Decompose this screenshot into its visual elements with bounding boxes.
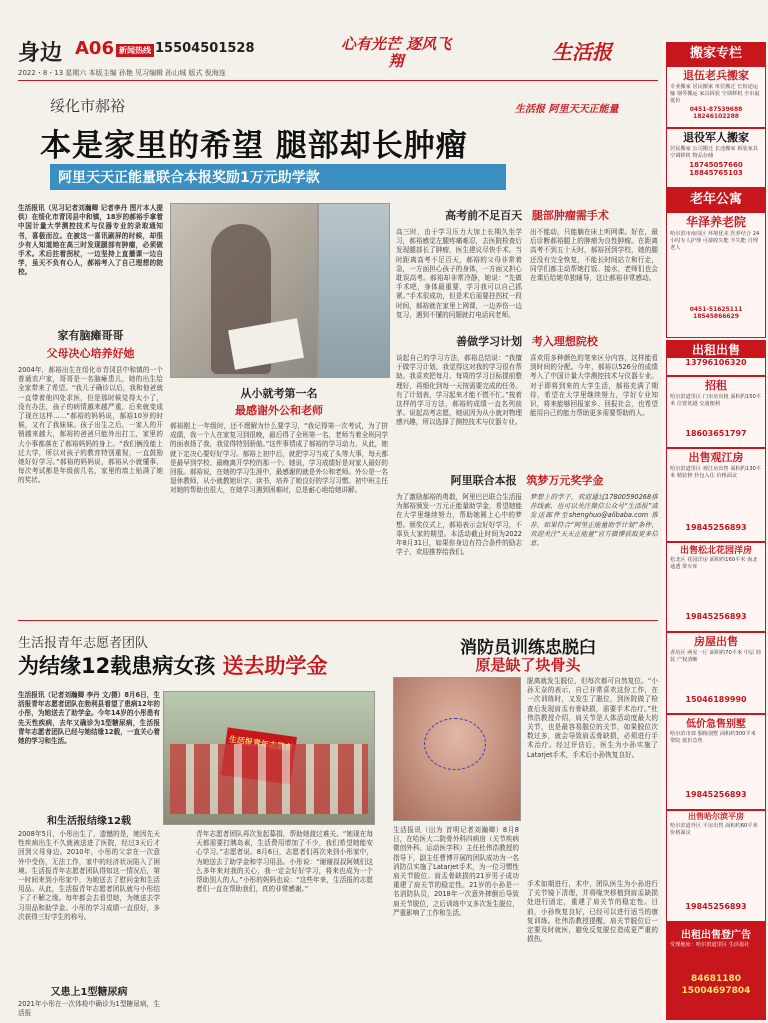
masthead <box>0 0 768 82</box>
volunteer-group <box>170 744 368 814</box>
ad-title: 华泽养老院 <box>685 215 746 229</box>
story1-sub1: 家有脑瘫哥哥 <box>57 329 124 342</box>
story3-col3-text: 手术如期进行，术中，团队医生为小孙进行了关节镜下清理，并将喙突移植到肩盂缺损处进行固定，重建了肩关节的稳定性。目前，小孙恢复良好，已经可以进行适当的康复训练。杜伟浩教授提醒，肩关节脱位后一定要及时就医，避免反复脱位造成更严重的损伤。 <box>527 880 658 944</box>
student-photo <box>170 203 318 378</box>
hotline-label: 新闻热线 <box>116 44 154 57</box>
ad-phone: 0451-51625111 18545866629 <box>689 306 743 320</box>
ad-veteran-movers <box>666 66 766 128</box>
story1-sub2-a: 高考前不足百天 <box>445 209 523 222</box>
ad-title: 出租出售登广告 <box>681 930 751 941</box>
story1-sub2-b: 腿部肿瘤需手术 <box>531 209 609 222</box>
story1-sub1b: 父母决心培养好她 <box>46 347 135 360</box>
ad-phone: 19845256893 <box>685 612 747 621</box>
ad-villa <box>666 714 766 810</box>
story1-col2-text: 郝裕刚上一年级时，还不理解为什么要学习，“我记得第一次考试，为了拼成绩，我一个人在家复习到很晚，最后得了全班第一名，老师当着全班同学的面表扬了我，我觉得特别骄傲。”这件事情成了郝裕的学习动力，从此，她就下定决心要好好学习。郝裕上初中后，就把学习当成了头等大事，每天都是最早到学校、最晚离开学校的那一个。她说，学习成绩好是对家人最好的回报。郝裕说，在她的学习生涯中，最感谢的就是外公和老师。外公是一名退休教师，从小就教她识字、读书，培养了她良好的学习习惯。初中班主任对她的帮助也很大，在她学习遇到困难时，总是耐心地给她讲解。 <box>170 422 388 495</box>
ad-phone: 0451-87539688 18246102288 <box>689 106 743 120</box>
story2-headline-a: 为结缘12载患病女孩 <box>18 654 216 678</box>
ad-title: 退伍老兵搬家 <box>683 69 749 82</box>
story1-kicker: 绥化市郝裕 <box>50 97 126 115</box>
ad-title: 退役军人搬家 <box>683 131 749 144</box>
ad-rent-sale-header <box>666 340 766 376</box>
ad-body: 哈尔滨道里区 门市房出租 面积约150平米 位置优越 交通便利 <box>670 394 762 407</box>
ad-phone: 19845256893 <box>685 523 747 532</box>
volunteers-photo <box>163 691 375 825</box>
story1-col3b-text: 谈起自己的学习方法，郝裕总结说：“我擅于做学习计划，我觉得这对我的学习很有帮助。我喜欢把每月、每周的学习目标提前整理好，再细化到每一天按需要完成的任务。有了计划表，学习起来才能不慌不忙。”按着这样的学习方法，郝裕的成绩一直名列前茅。说起高考志愿，她说因为从小就对物理感兴趣，所以选择了测控技术与仪器专业。 <box>396 354 522 427</box>
ad-banjia-header <box>666 42 766 66</box>
page-number: A06 <box>75 38 114 59</box>
ad-title: 房屋出售 <box>694 635 738 648</box>
story3-headline2: 原是缺了块骨头 <box>475 656 581 674</box>
story1-partner-logos: 生活报 阿里天天正能量 <box>515 104 619 115</box>
ad-title: 出售观江房 <box>688 451 744 464</box>
ad-body: 松北区 花园洋房 面积约160平米 南北通透 带车库 <box>670 557 758 570</box>
ad-phone: 15046189990 <box>685 695 747 704</box>
story2-headline-b: 送去助学金 <box>222 654 328 678</box>
story2-col1-text: 2008年5月，小彤出生了，遗憾的是，她因先天性疾病出生不久就被送进了医院，经过3天后才回到父母身边。2010年，小彤的父亲在一次意外中受伤，无法工作，家中的经济状况陷入了困境。生活报青年志愿者团队得知这一情况后，第一时间来到小彤家中，为她送去了慰问金和生活用品。从此，生活报青年志愿者团队就与小彤结下了不解之缘。每年都会去看望她，为她送去学习用品和助学金。小彤的学习成绩一直很好，多次获得三好学生的称号。 <box>18 830 160 921</box>
story2-lead: 生活报讯（记者刘瀚卿 李丹 文/摄）8月6日，生活报青年志愿者团队在勃利县看望了患病12年的小彤，为她送去了助学金。今年14岁的小彤患有先天性疾病，去年又确诊为1型糖尿病，生活报青年志愿者团队已经与她结缘12载，一直关心着她的学习和生活。 <box>18 691 160 746</box>
story1-col4c-text: 梦想上的学子，欢迎通过17800590268推荐线索，也可以关注微信公众号“生活报”或发送邮件至shenghuo@alibaba.com 推荐。如果符合“阿里正能量助学计划”条件，欢迎关注“天天正能量”官方微博获取更多信息。 <box>530 493 658 548</box>
story2-headline <box>18 650 328 680</box>
ad-bungalow <box>666 810 766 922</box>
ad-house-sale <box>666 632 766 714</box>
story1-col3-text: 高三时，由于学习压力大加上长期久坐学习，郝裕感觉左腿疼痛难忍，去医院检查后发现腿部长了肿瘤，医生建议尽快手术。当时距离高考不足百天，郝裕的父母非常着急，一方面担心孩子的身体，一方面又担心耽误高考。郝裕却非常冷静，她说：“先做手术吧，身体最重要，学习我可以自己抓紧。”手术很成功，但是术后需要拄拐杖一段时间，郝裕就在家里上网课，一边养伤一边复习，遇到不懂的问题就打电话问老师。 <box>396 228 522 319</box>
story2-col1b-text: 2021年小彤在一次体检中确诊为1型糖尿病，生活报 <box>18 1000 160 1018</box>
story1-col3c-text: 为了激励郝裕的勇敢，阿里巴巴联合生活报为郝裕颁发一万元正能量助学金，希望她能在大学里继续努力，帮助她圆上心中的梦想。颁奖仪式上，郝裕表示会好好学习，不辜负大家的期望。本活动截止时间为2022年8月31日，如果你身边有符合条件的励志学子，欢迎推荐给我们。 <box>396 493 522 557</box>
ad-body: 专业搬家 居民搬家 单位搬迁 长短途运输 钢琴搬运 家具拆装 空调移机 全市最低价 <box>670 84 760 104</box>
story3-col2-text: 脱离就发生脱位，但每次都可自然复位。“小孙无奈的表示，自己非常喜欢这份工作，在一次训练时，又发生了脱位，到医院做了检查后发现肩盂有骨缺损，需要手术治疗。”杜伟浩教授介绍，肩关节是人体活动度最大的关节，也是最容易脱位的关节，如果脱位次数过多，就会导致肩盂骨缺损，必须进行手术治疗。经过评估后，医生为小孙实施了Latarjet手术，手术后小孙恢复良好。 <box>527 677 658 759</box>
ad-elder-header <box>666 188 766 212</box>
story2-kicker: 生活报青年志愿者团队 <box>18 636 149 651</box>
ad-body: 哈尔滨市郊 独栋别墅 面积约300平米 带院 低价急售 <box>670 731 756 744</box>
hotline-number: 15504501528 <box>155 41 255 56</box>
xray-photo <box>393 677 521 821</box>
ad-title: 出售哈尔滨平房 <box>688 812 744 821</box>
story1-col4b-text: 喜欢用多种颜色的笔来区分内容，这样能看到时间的分配。今年，郝裕以526分的成绩考入了中国计量大学测控技术与仪器专业。对于即将到来的大学生活，郝裕充满了期待，希望在大学里继续努力，学好专业知识，将来能够回报家乡、回报社会，也希望能用自己的能力帮助更多需要帮助的人。 <box>530 354 658 418</box>
ad-phone: 13796106320 <box>685 358 747 367</box>
story1-col1-text: 2004年，郝裕出生在绥化市青冈县中和镇的一个普通农户家，哥哥是一名脑瘫患儿，她的出生给全家带来了希望。“我儿子确诊以后，我和他爸就一直带着他四处求医，但是那时候觉得太小了，没有办法，孩子的病情越来越严重，后来就变成了现在这样……”郝裕的妈妈说，郝裕10岁的时候，又有了我妹妹。孩子出生之后，一家人的开销越来越大，郝裕的爸爸只能外出打工，家里的大小事都落在了郝裕妈妈的身上。“我们俩没能上过大学，所以对孩子的教育特别重视，一直鼓励她好好学习。”郝裕的妈妈说，郝裕从小就懂事，每次考试都是年级前几名，家里的墙上贴满了她的奖状。 <box>18 366 163 485</box>
ad-title: 出售松北花园洋房 <box>679 546 752 556</box>
ad-phone: 84681180 15004697804 <box>681 974 751 996</box>
ad-body: 哈尔滨道外区 平房出售 面积约60平米 价格面议 <box>670 823 758 836</box>
ad-phone: 19845256893 <box>685 790 747 799</box>
ad-huaze-nursing <box>666 212 766 338</box>
ad-body: 香坊区 两室一厅 面积约70平米 中层 简装 产权清晰 <box>670 650 762 663</box>
paper-logo: 生活报 <box>552 40 612 64</box>
ad-title: 搬家专栏 <box>667 43 765 65</box>
ad-title: 老年公寓 <box>667 189 765 211</box>
window-photo <box>318 203 390 378</box>
surgical-marking <box>424 718 486 770</box>
ad-songbei <box>666 542 766 632</box>
ad-body: 哈尔滨道里区 观江房出售 面积约130平米 精装修 拎包入住 价格面议 <box>670 466 762 479</box>
ad-retired-movers <box>666 128 766 188</box>
story1-photo-caption: 从小就考第一名 <box>240 387 318 400</box>
story1-sub3 <box>396 333 658 349</box>
story1-col4-text: 出不能动，只能躺在床上听网课。好在，最后诊断郝裕腿上的肿瘤为良性肿瘤。在距离高考不到五十天时，郝裕回到学校，她的腿还没有完全恢复，不能长时间站立和行走，同学们都主动帮她打饭、接水，老师们也会在课后给她单独辅导，这让郝裕非常感动。 <box>530 228 658 283</box>
story1-sub4 <box>396 472 658 488</box>
story1-lead: 生活报讯（见习记者刘瀚卿 记者李丹 图片本人提供）在绥化市青冈县中和镇，18岁的郝裕手拿着中国计量大学测控技术与仪器专业的录取通知书，喜极而泣。在被这一喜讯刷屏的时候，却很少有人知道她在高三时发现腿部有肿瘤，必须做手术。术后拄着拐杖，一边坚持上直播课一边自学，虽天不负有心人，郝裕考入了自己理想的院校。 <box>18 204 163 277</box>
ad-body: 哈尔滨市南岗区 环境优美 医养结合 24小时专人护理 可接收失能 半失能 自理老人 <box>670 231 760 251</box>
story2-sub2: 又患上1型糖尿病 <box>50 987 128 998</box>
ad-place-ad <box>666 922 766 1020</box>
story1-deck: 阿里天天正能量联合本报奖励1万元助学款 <box>50 164 506 190</box>
story3-headline: 消防员训练忠脱臼 <box>460 638 596 658</box>
ad-body: 受理地址：哈尔滨道里区 生活报社 <box>670 942 750 948</box>
story1-sub3-a: 善做学习计划 <box>456 335 523 348</box>
ad-title: 低价急售别墅 <box>686 719 746 730</box>
story2-sub1: 和生活报结缘12载 <box>47 816 131 827</box>
story1-sub4-b: 筑梦万元奖学金 <box>526 474 604 487</box>
story1-headline: 本是家里的希望 腿部却长肿瘤 <box>40 128 468 164</box>
dateline: 2022・8・13 星期六 本版主编 孙艳 见习编辑 孙山城 版式 倪海连 <box>18 69 226 77</box>
story1-photo-caption2: 最感谢外公和老师 <box>235 404 323 417</box>
ad-body: 居民搬家 公司搬迁 长途搬家 拆装家具 空调移机 物品存储 <box>670 146 758 159</box>
ad-phone: 19845256893 <box>685 902 747 911</box>
campaign-logo: 心有光芒 逐风飞翔 <box>340 35 452 70</box>
story1-sub2 <box>396 207 658 223</box>
ad-title: 招租 <box>705 379 727 392</box>
masthead-rule <box>18 80 658 81</box>
ad-zhaozu <box>666 376 766 448</box>
story1-sub4-a: 阿里联合本报 <box>450 474 517 487</box>
story3-col1-text: 生活报讯（田为 首明记者刘瀚卿）8月8日，在哈医大二院骨外科四病房（关节疾病微创外科、运动医学科）主任杜伟浩教授的指导下，副主任曹博开展的团队成功为一名消防员实施了Latarjet手术，为一位习惯性肩关节脱位、肩盂骨缺损的21岁男子成功重建了肩关节的稳定性。21岁的小孙是一名消防队员，2018年一次意外摔倒后导致肩关节脱位，之后训练中又多次发生脱位，严重影响了工作和生活。 <box>393 826 519 917</box>
section-name: 身边 <box>18 41 63 66</box>
ad-phone: 18603651797 <box>685 429 747 438</box>
ad-phone: 18745057660 18845765103 <box>689 161 743 177</box>
ad-title: 出租出售 <box>667 341 765 358</box>
story2-col2-text: 青年志愿者团队再次发起募捐，帮助她渡过难关。“她现在每天都需要打胰岛素，生活费用增加了不少，我们希望她能安心学习。”志愿者说。8月6日，志愿者们再次来到小彤家中，为她送去了助学金和学习用品。小彤说：“谢谢叔叔阿姨们这么多年来对我的关心，我一定会好好学习，将来也成为一个帮助别人的人。”小彤的妈妈也说：“这些年来，生活报的志愿者们一直在帮助我们，真的非常感谢。” <box>196 830 373 894</box>
story1-sub3-b: 考入理想院校 <box>531 335 598 348</box>
ad-guanjiang <box>666 448 766 542</box>
section-divider <box>18 620 658 621</box>
